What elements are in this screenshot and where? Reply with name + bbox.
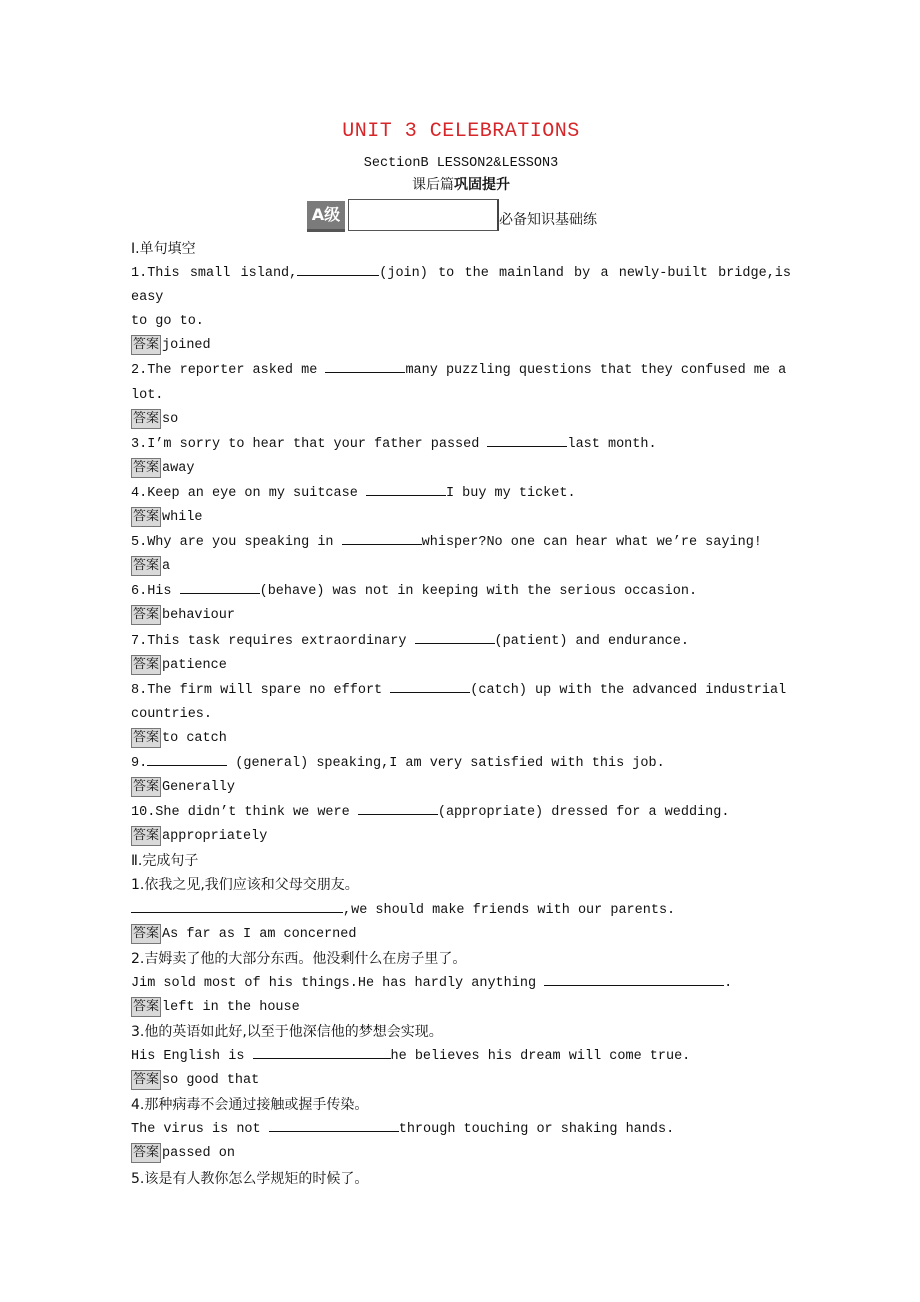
answer-text: to catch bbox=[162, 730, 227, 746]
answer-blank bbox=[325, 358, 405, 373]
part1-heading: Ⅰ.单句填空 bbox=[131, 241, 196, 257]
question-line: 2.The reporter asked me many puzzling questions that they confused me a bbox=[131, 358, 791, 383]
consolidation-label: 巩固提升 bbox=[454, 177, 510, 193]
answer-tag: 答案 bbox=[131, 409, 161, 429]
answer-row bbox=[131, 825, 791, 849]
answer-row bbox=[131, 923, 791, 947]
part2-item bbox=[131, 947, 791, 1020]
level-box bbox=[348, 199, 499, 231]
question-line: 3.I’m sorry to hear that your father passed last month. bbox=[131, 432, 791, 457]
question-line: 7.This task requires extraordinary (patient) and endurance. bbox=[131, 629, 791, 654]
answer-blank bbox=[390, 678, 470, 693]
part2-item bbox=[131, 1020, 791, 1093]
answer-text: left in the house bbox=[162, 999, 300, 1015]
level-header bbox=[131, 199, 791, 235]
part2-heading: Ⅱ.完成句子 bbox=[131, 853, 199, 870]
answer-tag: 答案 bbox=[131, 507, 161, 527]
answer-text: so good that bbox=[162, 1073, 260, 1089]
question-line: 9. (general) speaking,I am very satisfied with this job. bbox=[131, 751, 791, 776]
question-line: The virus is not through touching or shaking hands. bbox=[131, 1117, 791, 1142]
question-line: 8.The firm will spare no effort (catch) up with the advanced industrial bbox=[131, 678, 791, 703]
question-line: 4.Keep an eye on my suitcase I buy my ticket. bbox=[131, 481, 791, 506]
part1-item bbox=[131, 481, 791, 530]
chinese-prompt: 3.他的英语如此好,以至于他深信他的梦想会实现。 bbox=[131, 1024, 443, 1040]
part1-item bbox=[131, 261, 800, 358]
part2-item bbox=[131, 1093, 791, 1166]
answer-text: joined bbox=[162, 338, 211, 354]
answer-row bbox=[131, 996, 791, 1020]
answer-text: behaviour bbox=[162, 608, 235, 624]
answer-row bbox=[131, 727, 791, 751]
answer-text: passed on bbox=[162, 1146, 235, 1162]
answer-text: Generally bbox=[162, 780, 235, 796]
answer-blank bbox=[269, 1117, 399, 1132]
answer-blank bbox=[415, 629, 495, 644]
part2-item bbox=[131, 1167, 791, 1191]
question-continuation: to go to. bbox=[131, 314, 204, 330]
part1-item bbox=[131, 751, 791, 800]
answer-blank bbox=[366, 481, 446, 496]
question-continuation: lot. bbox=[131, 387, 164, 403]
answer-text: appropriately bbox=[162, 829, 268, 845]
answer-tag: 答案 bbox=[131, 728, 161, 748]
chinese-prompt: 2.吉姆卖了他的大部分东西。他没剩什么在房子里了。 bbox=[131, 950, 467, 967]
question-line: Jim sold most of his things.He has hardly anything . bbox=[131, 971, 791, 996]
answer-tag: 答案 bbox=[131, 335, 161, 355]
answer-text: As far as I am concerned bbox=[162, 926, 357, 942]
answer-tag: 答案 bbox=[131, 826, 161, 846]
answer-blank bbox=[342, 530, 422, 545]
chinese-prompt: 5.该是有人教你怎么学规矩的时候了。 bbox=[131, 1170, 369, 1187]
answer-row bbox=[131, 457, 791, 481]
part1-item bbox=[131, 629, 791, 678]
answer-blank bbox=[253, 1044, 391, 1059]
unit-title: UNIT 3 CELEBRATIONS bbox=[342, 120, 580, 143]
answer-tag: 答案 bbox=[131, 1143, 161, 1163]
answer-text: while bbox=[162, 510, 203, 526]
question-line: ,we should make friends with our parents. bbox=[131, 898, 791, 923]
after-class-label: 课后篇 bbox=[412, 177, 454, 193]
answer-blank bbox=[487, 432, 567, 447]
question-line: 6.His (behave) was not in keeping with the serious occasion. bbox=[131, 579, 791, 604]
part1-item bbox=[131, 358, 791, 431]
answer-blank bbox=[180, 579, 260, 594]
question-continuation: countries. bbox=[131, 706, 213, 722]
worksheet-page bbox=[131, 120, 800, 1191]
answer-blank bbox=[544, 971, 724, 986]
answer-blank bbox=[147, 751, 227, 766]
answer-row bbox=[131, 506, 791, 530]
answer-text: a bbox=[162, 559, 171, 575]
answer-tag: 答案 bbox=[131, 655, 161, 675]
answer-row bbox=[131, 408, 791, 432]
answer-text: so bbox=[162, 411, 179, 427]
chinese-prompt: 1.依我之见,我们应该和父母交朋友。 bbox=[131, 877, 359, 894]
answer-tag: 答案 bbox=[131, 997, 161, 1017]
answer-blank bbox=[297, 261, 379, 276]
after-class-title bbox=[131, 175, 791, 195]
level-badge: A级 bbox=[307, 201, 345, 232]
answer-text: away bbox=[162, 460, 195, 476]
section-title: SectionB LESSON2&LESSON3 bbox=[363, 156, 559, 171]
answer-tag: 答案 bbox=[131, 458, 161, 478]
answer-row bbox=[131, 654, 791, 678]
answer-text: patience bbox=[162, 657, 227, 673]
part1-item bbox=[131, 579, 791, 628]
part2-item bbox=[131, 873, 791, 946]
question-line: 10.She didn’t think we were (appropriate) dressed for a wedding. bbox=[131, 800, 791, 825]
answer-row bbox=[131, 776, 791, 800]
answer-tag: 答案 bbox=[131, 605, 161, 625]
answer-tag: 答案 bbox=[131, 1070, 161, 1090]
question-line: 1.This small island, (join) to the mainland by a newly-built bridge,is easy bbox=[131, 261, 791, 310]
answer-row bbox=[131, 334, 791, 358]
answer-row bbox=[131, 1069, 791, 1093]
answer-blank bbox=[358, 800, 438, 815]
answer-blank bbox=[131, 898, 343, 913]
question-line: His English is he believes his dream will come true. bbox=[131, 1044, 791, 1069]
answer-tag: 答案 bbox=[131, 924, 161, 944]
question-line: 5.Why are you speaking in whisper?No one can hear what we’re saying! bbox=[131, 530, 791, 555]
part1-item bbox=[131, 432, 791, 481]
answer-row bbox=[131, 604, 791, 628]
part1-item bbox=[131, 678, 791, 751]
chinese-prompt: 4.那种病毒不会通过接触或握手传染。 bbox=[131, 1097, 369, 1114]
part1-item bbox=[131, 800, 791, 849]
level-label: 必备知识基础练 bbox=[499, 212, 597, 228]
answer-tag: 答案 bbox=[131, 556, 161, 576]
answer-row bbox=[131, 555, 791, 579]
answer-row bbox=[131, 1142, 791, 1166]
part1-item bbox=[131, 530, 791, 579]
answer-tag: 答案 bbox=[131, 777, 161, 797]
